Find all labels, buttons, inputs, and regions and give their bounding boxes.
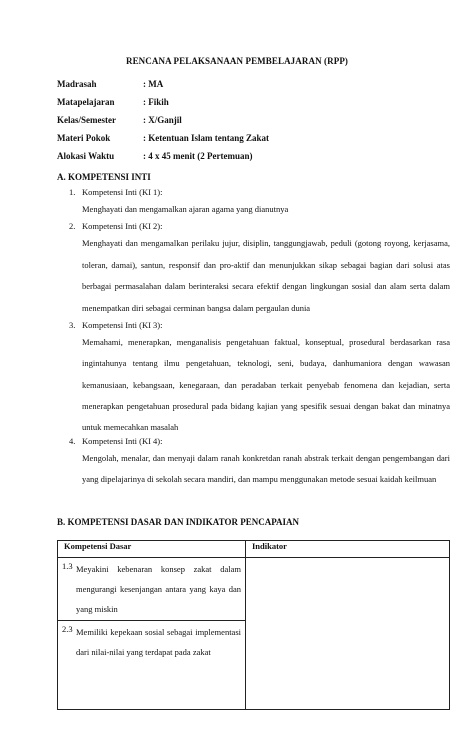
- kd-number: 1.3: [62, 561, 73, 571]
- table-row: [58, 558, 450, 621]
- identity-row: [57, 115, 269, 133]
- identity-label: Materi Pokok: [57, 133, 111, 143]
- identity-label: Alokasi Waktu: [57, 151, 115, 161]
- identity-label: Matapelajaran: [57, 97, 115, 107]
- kd-text: Meyakini kebenaran konsep zakat dalam mengurangi kesenjangan antara yang kaya dan yang miskin: [76, 564, 241, 614]
- ki-text: Menghayati dan mengamalkan ajaran agama yang dianutnya: [82, 204, 289, 214]
- identity-value: : X/Ganjil: [143, 115, 182, 125]
- identity-block: [57, 79, 269, 169]
- ki-number: 2.: [69, 221, 76, 231]
- table-header-row: [58, 541, 450, 558]
- kd-cell: [58, 621, 246, 710]
- identity-value: : Fikih: [143, 97, 169, 107]
- ki-number: 1.: [69, 187, 76, 197]
- kd-cell: [58, 558, 246, 621]
- column-header-indikator: Indikator: [246, 541, 450, 558]
- ki-text: Menghayati dan mengamalkan perilaku jujur, disiplin, tanggungjawab, peduli (gotong royong, kerjasama, toleran, damai), santun, responsif dan pro-aktif dan menunjukkan sikap sebagai bagian dari solusi atas berbagai permasalahan dalam berinteraksi secara efektif dengan lingkungan sosial dan alam serta dalam menempatkan diri sebagai cerminan bangsa dalam pergaulan dunia: [82, 238, 450, 313]
- ki-number: 3.: [69, 320, 76, 330]
- ki-title: Kompetensi Inti (KI 2):: [82, 221, 163, 231]
- document-title: RENCANA PELAKSANAAN PEMBELAJARAN (RPP): [125, 56, 349, 66]
- ki-title: Kompetensi Inti (KI 1):: [82, 187, 163, 197]
- indikator-cell: [246, 558, 450, 710]
- section-a-heading: A. KOMPETENSI INTI: [57, 172, 151, 182]
- ki-text: Mengolah, menalar, dan menyaji dalam ranah konkretdan ranah abstrak terkait dengan pengembangan dari yang dipelajarinya di sekolah secara mandiri, dan mampu menggunakan metode sesuai kaidah keilmuan: [82, 453, 450, 484]
- identity-value: : MA: [143, 79, 164, 89]
- kd-number: 2.3: [62, 624, 73, 634]
- section-b-heading: B. KOMPETENSI DASAR DAN INDIKATOR PENCAPAIAN: [57, 517, 300, 527]
- column-header-kompetensi: Kompetensi Dasar: [58, 541, 246, 558]
- identity-row: [57, 151, 269, 169]
- identity-label: Kelas/Semester: [57, 115, 116, 125]
- kompetensi-table: [57, 540, 450, 710]
- identity-value: : Ketentuan Islam tentang Zakat: [143, 133, 270, 143]
- kd-text: Memiliki kepekaan sosial sebagai implementasi dari nilai-nilai yang terdapat pada zakat: [76, 627, 241, 657]
- identity-row: [57, 97, 269, 115]
- ki-title: Kompetensi Inti (KI 4):: [82, 436, 163, 446]
- ki-text: Memahami, menerapkan, menganalisis pengetahuan faktual, konseptual, prosedural berdasarkan rasa ingintahunya tentang ilmu pengetahuan, teknologi, seni, budaya, danhumaniora dengan wawasan kemanusiaan, kebangsaan, kenegaraan, dan peradaban terkait penyebab fenomena dan kejadian, serta menerapkan pengetahuan prosedural pada bidang kajian yang spesifik sesuai dengan bakat dan minatnya untuk memecahkan masalah: [82, 337, 450, 433]
- identity-row: [57, 133, 269, 151]
- ki-title: Kompetensi Inti (KI 3):: [82, 320, 163, 330]
- identity-label: Madrasah: [57, 79, 97, 89]
- identity-value: : 4 x 45 menit (2 Pertemuan): [143, 151, 253, 161]
- ki-number: 4.: [69, 436, 76, 446]
- identity-row: [57, 79, 269, 97]
